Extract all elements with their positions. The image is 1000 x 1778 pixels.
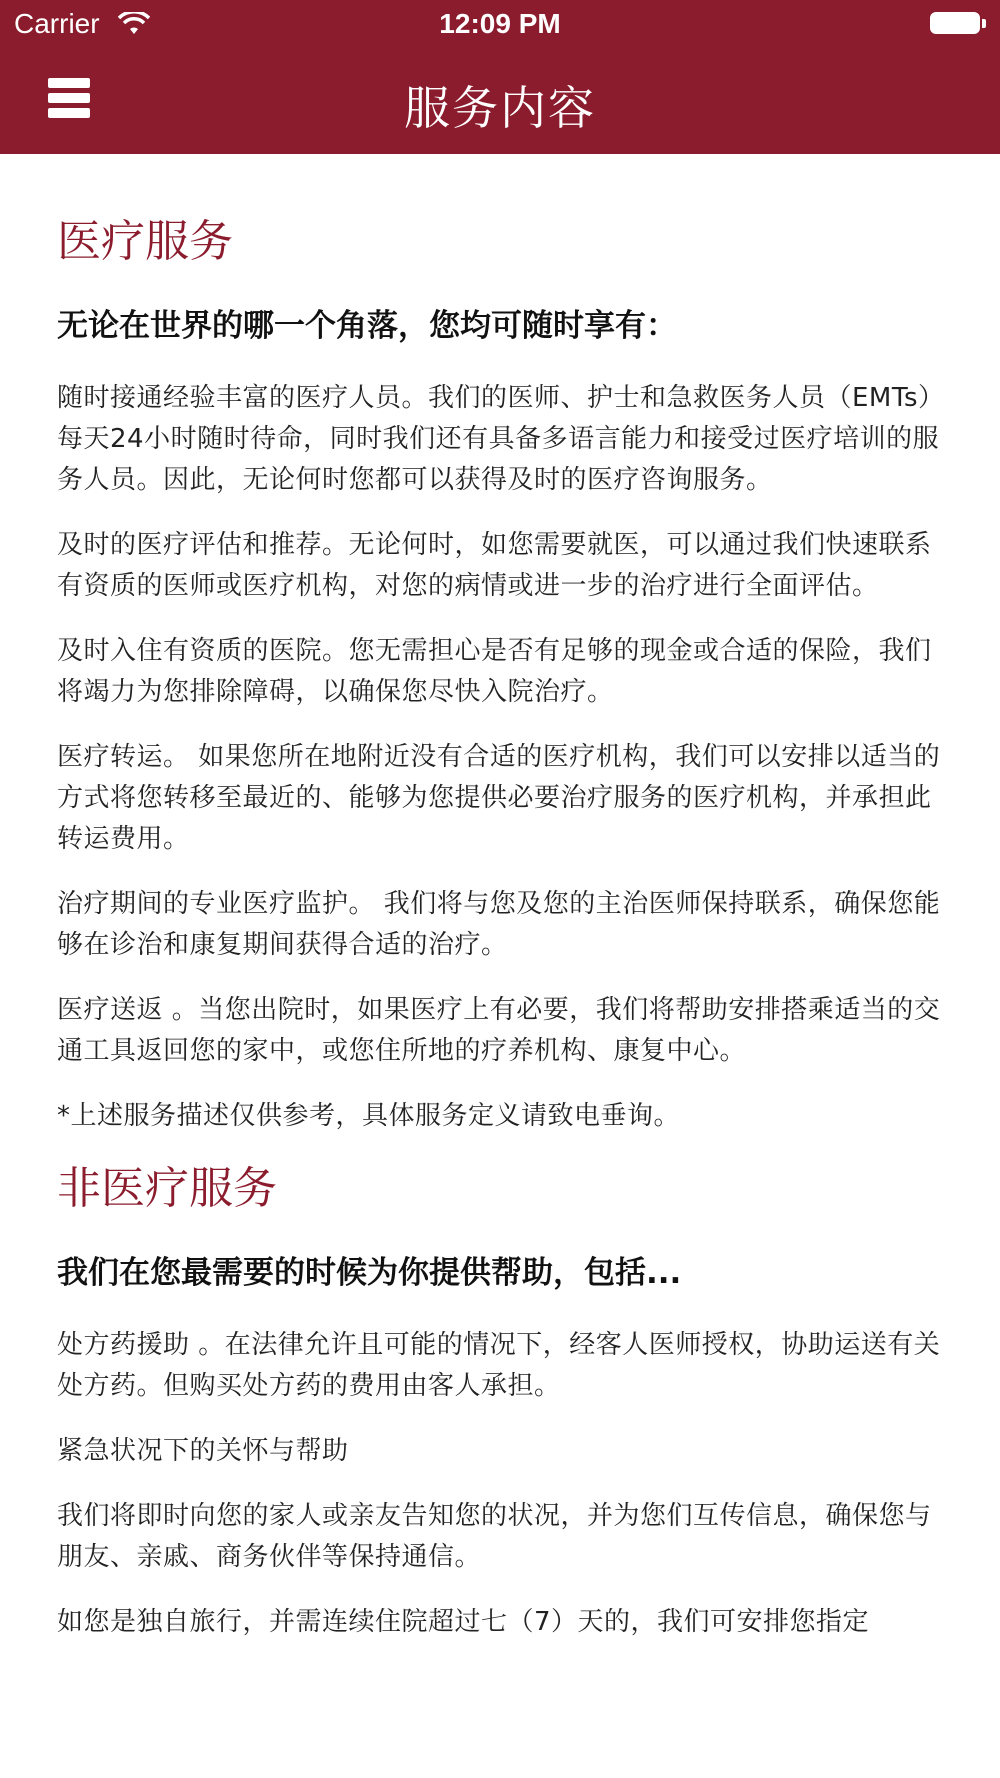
medical-subheading: 无论在世界的哪一个角落，您均可随时享有： — [57, 308, 677, 344]
nonmedical-paragraph: 处方药援助 。在法律允许且可能的情况下，经客人医师授权，协助运送有关处方药。但购买处方药的费用由客人承担。 — [57, 1330, 941, 1401]
medical-paragraph: 随时接通经验丰富的医疗人员。我们的医师、护士和急救医务人员（EMTs）每天24小时随时待命，同时我们还有具备多语言能力和接受过医疗培训的服务人员。因此，无论何时您都可以获得及时的医疗咨询服务。 — [57, 383, 945, 495]
nav-bar — [0, 48, 1000, 154]
nonmedical-paragraph: 如您是独自旅行，并需连续住院超过七（7）天的，我们可安排您指定 — [57, 1607, 870, 1637]
medical-paragraph: 治疗期间的专业医疗监护。 我们将与您及您的主治医师保持联系，确保您能够在诊治和康复期间获得合适的治疗。 — [57, 889, 941, 960]
carrier-label: Carrier — [14, 8, 100, 39]
medical-paragraph: 医疗送返 。当您出院时，如果医疗上有必要，我们将帮助安排搭乘适当的交通工具返回您的家中，或您住所地的疗养机构、康复中心。 — [57, 995, 941, 1066]
section-heading-nonmedical: 非医疗服务 — [57, 1163, 277, 1214]
page-title: 服务内容 — [404, 81, 596, 135]
medical-disclaimer: *上述服务描述仅供参考，具体服务定义请致电垂询。 — [57, 1101, 681, 1131]
medical-paragraph: 及时的医疗评估和推荐。无论何时，如您需要就医，可以通过我们快速联系有资质的医师或医疗机构，对您的病情或进一步的治疗进行全面评估。 — [57, 530, 932, 601]
medical-paragraph: 医疗转运。 如果您所在地附近没有合适的医疗机构，我们可以安排以适当的方式将您转移至最近的、能够为您提供必要治疗服务的医疗机构，并承担此转运费用。 — [57, 742, 941, 854]
nonmedical-paragraph: 紧急状况下的关怀与帮助 — [57, 1436, 349, 1466]
battery-icon — [930, 12, 984, 36]
nonmedical-paragraph: 我们将即时向您的家人或亲友告知您的状况，并为您们互传信息，确保您与朋友、亲戚、商务伙伴等保持通信。 — [57, 1501, 932, 1572]
content-area[interactable] — [57, 154, 947, 1667]
status-bar — [0, 0, 1000, 48]
section-heading-medical: 医疗服务 — [57, 216, 233, 267]
nonmedical-subheading: 我们在您最需要的时候为你提供帮助，包括... — [57, 1255, 682, 1291]
status-time: 12:09 PM — [439, 8, 561, 39]
medical-paragraph: 及时入住有资质的医院。您无需担心是否有足够的现金或合适的保险，我们将竭力为您排除障碍，以确保您尽快入院治疗。 — [57, 636, 932, 707]
